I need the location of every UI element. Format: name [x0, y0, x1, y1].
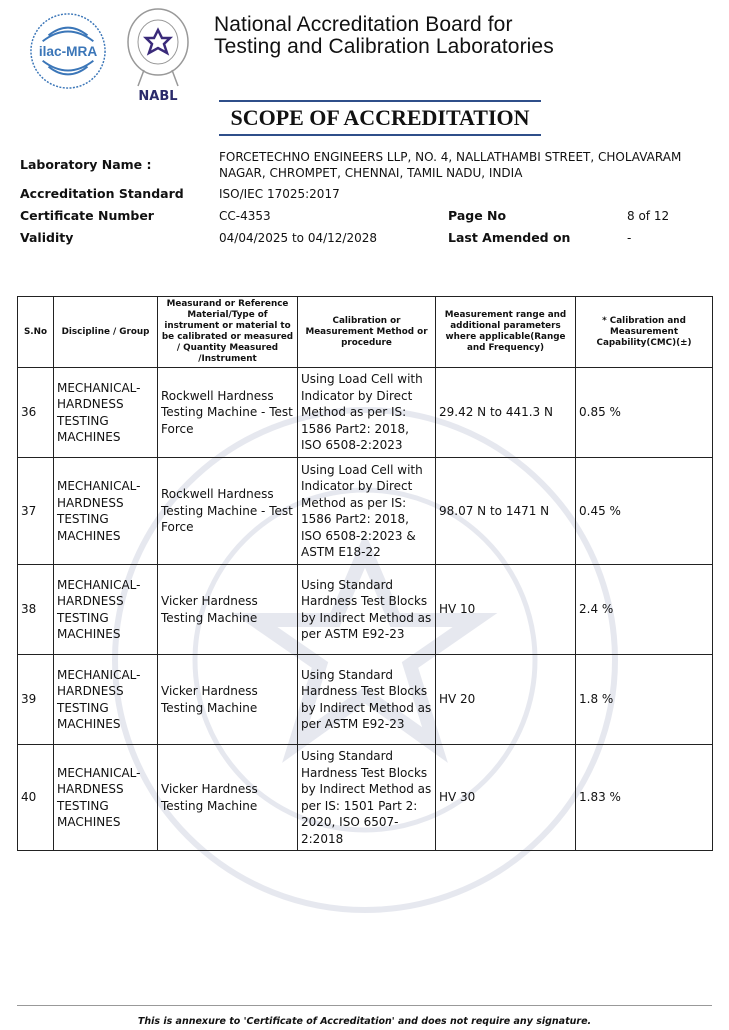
cell-cmc: 1.8 %: [576, 655, 713, 745]
nabl-logo-icon: [122, 8, 194, 103]
header-logos: [25, 6, 200, 101]
footer-divider: [17, 1005, 712, 1006]
cell-method: Using Load Cell with Indicator by Direct Method as per IS: 1586 Part2: 2018, ISO 6508-2:2023 & ASTM E18-22: [298, 458, 436, 565]
footer-note: This is annexure to 'Certificate of Accreditation' and does not require any signature.: [137, 1016, 592, 1027]
cell-sno: 39: [18, 655, 54, 745]
cell-sno: 36: [18, 368, 54, 458]
validity-label: Validity: [20, 230, 74, 245]
table-header-row: [18, 297, 713, 368]
cell-method: Using Load Cell with Indicator by Direct Method as per IS: 1586 Part2: 2018, ISO 6508-2:2023: [298, 368, 436, 458]
svg-text:NABL: NABL: [138, 89, 178, 103]
svg-text:ilac-MRA: ilac-MRA: [38, 43, 98, 59]
scope-table: [17, 296, 713, 851]
table-row: [18, 565, 713, 655]
page-label: Page No: [448, 208, 507, 223]
lab-name-label: Laboratory Name :: [20, 157, 152, 172]
cell-measurand: Vicker Hardness Testing Machine: [158, 655, 298, 745]
cell-range: HV 20: [436, 655, 576, 745]
cell-cmc: 0.85 %: [576, 368, 713, 458]
org-title-line1: National Accreditation Board for: [214, 13, 513, 36]
amended-value: -: [627, 231, 632, 245]
cell-range: 29.42 N to 441.3 N: [436, 368, 576, 458]
cell-cmc: 0.45 %: [576, 458, 713, 565]
cell-discipline: MECHANICAL- HARDNESS TESTING MACHINES: [54, 565, 158, 655]
cell-measurand: Rockwell Hardness Testing Machine - Test Force: [158, 368, 298, 458]
ilac-mra-logo-icon: [29, 12, 107, 90]
cell-cmc: 1.83 %: [576, 745, 713, 851]
cell-cmc: 2.4 %: [576, 565, 713, 655]
header-sno: S.No: [18, 297, 54, 368]
lab-name-value: [219, 149, 681, 181]
header-range: Measurement range and additional parameters where applicable(Range and Frequency): [436, 297, 576, 368]
header-cmc: * Calibration and Measurement Capability(CMC)(±): [576, 297, 713, 368]
table-row: [18, 655, 713, 745]
table-row: [18, 368, 713, 458]
amended-label: Last Amended on: [448, 230, 571, 245]
cell-method: Using Standard Hardness Test Blocks by Indirect Method as per ASTM E92-23: [298, 565, 436, 655]
lab-name-line2: NAGAR, CHROMPET, CHENNAI, TAMIL NADU, INDIA: [219, 166, 523, 180]
cell-discipline: MECHANICAL- HARDNESS TESTING MACHINES: [54, 368, 158, 458]
cell-measurand: Vicker Hardness Testing Machine: [158, 565, 298, 655]
org-title: [214, 14, 554, 58]
document-title: SCOPE OF ACCREDITATION: [219, 100, 541, 136]
cell-sno: 37: [18, 458, 54, 565]
certificate-value: CC-4353: [219, 209, 271, 223]
cell-measurand: Rockwell Hardness Testing Machine - Test Force: [158, 458, 298, 565]
cell-discipline: MECHANICAL- HARDNESS TESTING MACHINES: [54, 458, 158, 565]
standard-value: ISO/IEC 17025:2017: [219, 187, 340, 201]
cell-sno: 38: [18, 565, 54, 655]
cell-discipline: MECHANICAL- HARDNESS TESTING MACHINES: [54, 655, 158, 745]
cell-sno: 40: [18, 745, 54, 851]
table-row: [18, 458, 713, 565]
header-discipline: Discipline / Group: [54, 297, 158, 368]
cell-method: Using Standard Hardness Test Blocks by Indirect Method as per ASTM E92-23: [298, 655, 436, 745]
standard-label: Accreditation Standard: [20, 186, 184, 201]
header-method: Calibration or Measurement Method or procedure: [298, 297, 436, 368]
cell-measurand: Vicker Hardness Testing Machine: [158, 745, 298, 851]
org-title-line2: Testing and Calibration Laboratories: [214, 35, 554, 58]
cell-method: Using Standard Hardness Test Blocks by Indirect Method as per IS: 1501 Part 2: 2020, ISO 6507-2:2018: [298, 745, 436, 851]
cell-discipline: MECHANICAL- HARDNESS TESTING MACHINES: [54, 745, 158, 851]
cell-range: HV 30: [436, 745, 576, 851]
table-row: [18, 745, 713, 851]
validity-value: 04/04/2025 to 04/12/2028: [219, 231, 378, 245]
cell-range: HV 10: [436, 565, 576, 655]
cell-range: 98.07 N to 1471 N: [436, 458, 576, 565]
page-value: 8 of 12: [627, 209, 670, 223]
certificate-label: Certificate Number: [20, 208, 154, 223]
lab-name-line1: FORCETECHNO ENGINEERS LLP, NO. 4, NALLATHAMBI STREET, CHOLAVARAM: [219, 150, 682, 164]
header-measurand: Measurand or Reference Material/Type of instrument or material to be calibrated or measured / Quantity Measured /Instrument: [158, 297, 298, 368]
